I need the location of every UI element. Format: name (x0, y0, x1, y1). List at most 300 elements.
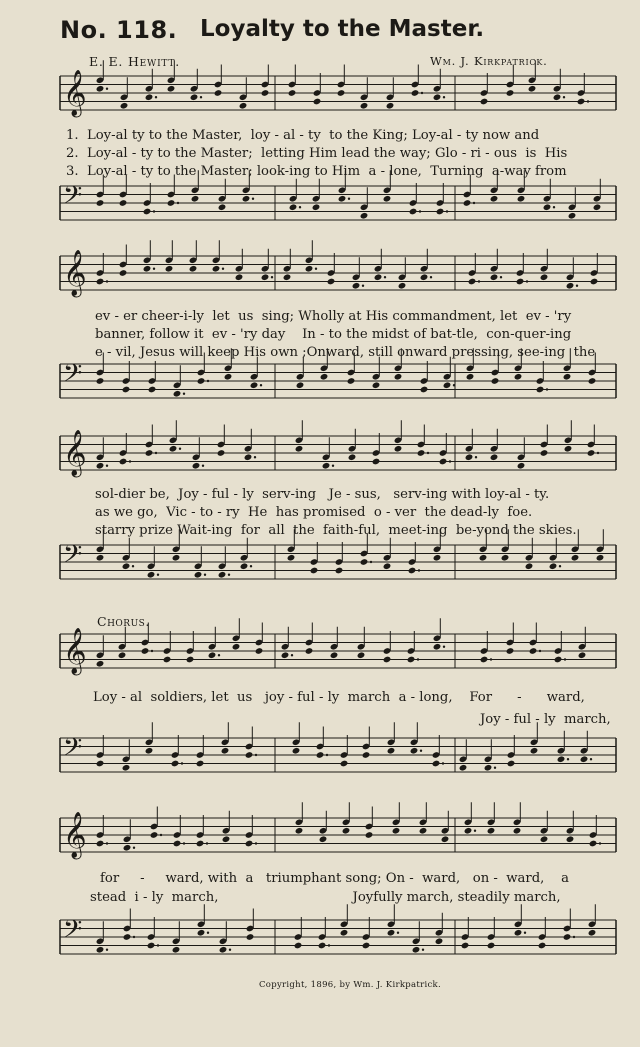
note-head (173, 840, 182, 848)
note-head (335, 567, 344, 575)
note-head (96, 840, 105, 848)
dot (299, 206, 301, 208)
note-head (196, 840, 205, 848)
dot (106, 88, 108, 90)
dot (183, 393, 185, 395)
note-head (320, 373, 329, 381)
dot (384, 276, 386, 278)
note-head (461, 942, 470, 950)
note-head (310, 567, 319, 575)
note-head (147, 571, 156, 579)
note-head (96, 760, 105, 768)
note-head (123, 844, 132, 852)
note-head (357, 651, 366, 659)
note-head (365, 831, 374, 839)
note-head (119, 458, 128, 466)
note-head (189, 265, 198, 273)
note-head (528, 85, 537, 93)
note-head (566, 835, 575, 843)
note-head (540, 449, 549, 457)
note-head (316, 751, 325, 759)
note-head (484, 764, 493, 772)
note-head (318, 942, 327, 950)
dot (255, 754, 257, 756)
note-head (517, 462, 526, 470)
note-head (577, 98, 586, 106)
dot (151, 650, 153, 652)
dot (332, 465, 334, 467)
note-head (222, 835, 231, 843)
note-head (292, 747, 301, 755)
dot (183, 842, 185, 844)
note-head (596, 554, 605, 562)
note-head (240, 562, 249, 570)
dot (449, 460, 451, 462)
dot (418, 569, 420, 571)
note-head (96, 85, 105, 93)
dot (453, 384, 455, 386)
note-head (122, 386, 131, 394)
note-head (568, 212, 577, 220)
note-head (578, 651, 587, 659)
note-head (501, 554, 510, 562)
note-head (593, 203, 602, 211)
dot (421, 92, 423, 94)
note-head (119, 199, 128, 207)
dot (362, 285, 364, 287)
note-head (143, 208, 152, 216)
staff-engraving (60, 240, 616, 298)
note-head (122, 562, 131, 570)
dot (443, 646, 445, 648)
bass-clef-icon: 𝄢 (63, 915, 83, 950)
verse-1-line-3: sol-dier be, Joy - ful - ly serv-ing Je - sus, serv-ing with loy-al - ty. (95, 487, 550, 502)
note-head (327, 278, 336, 286)
dot (106, 280, 108, 282)
note-head (433, 554, 442, 562)
dot (206, 842, 208, 844)
note-head (506, 89, 515, 97)
bass-staff (60, 540, 616, 595)
dot (177, 202, 179, 204)
note-head (587, 449, 596, 457)
note-head (554, 656, 563, 664)
note-head (289, 203, 298, 211)
dot (417, 658, 419, 660)
dot (207, 380, 209, 382)
note-head (145, 93, 154, 101)
note-head (433, 643, 442, 651)
verse-3-line-1: 3. Loy-al - ty to the Master; look-ing to Him a - lone, Turning a-way from (66, 164, 567, 179)
treble-clef-icon: 𝄞 (63, 812, 87, 858)
note-head (465, 453, 474, 461)
note-head (167, 85, 176, 93)
note-head (143, 265, 152, 273)
copyright-notice: Copyright, 1896, by Wm. J. Kirkpatrick. (258, 980, 441, 990)
note-head (219, 946, 228, 954)
dot (157, 944, 159, 946)
dot (153, 268, 155, 270)
note-head (514, 373, 523, 381)
note-head (566, 282, 575, 290)
note-head (145, 747, 154, 755)
note-head (342, 827, 351, 835)
note-head (420, 386, 429, 394)
note-head (362, 751, 371, 759)
note-head (242, 195, 251, 203)
note-head (386, 102, 395, 110)
note-head (169, 445, 178, 453)
note-head (246, 933, 255, 941)
note-head (411, 89, 420, 97)
note-head (412, 946, 421, 954)
dot (397, 932, 399, 934)
note-head (490, 273, 499, 281)
note-head (296, 381, 305, 389)
treble-staff (60, 430, 616, 486)
dot (255, 842, 257, 844)
note-head (420, 273, 429, 281)
dot (490, 658, 492, 660)
note-head (212, 265, 221, 273)
dot (524, 932, 526, 934)
note-head (463, 199, 472, 207)
dot (271, 276, 273, 278)
note-head (330, 651, 339, 659)
dot (218, 654, 220, 656)
verse-2-line-3: as we go, Vic - to - ry He has promised o - ver the dead-ly foe. (95, 505, 533, 520)
note-head (340, 760, 349, 768)
note-head (564, 445, 573, 453)
note-head (305, 647, 314, 655)
note-head (120, 102, 129, 110)
note-head (490, 195, 499, 203)
dot (326, 754, 328, 756)
note-head (239, 102, 248, 110)
dot (559, 565, 561, 567)
note-head (407, 656, 416, 664)
note-head (250, 381, 259, 389)
chorus-label: Chorus. (97, 614, 150, 629)
note-head (288, 89, 297, 97)
note-head (409, 208, 418, 216)
dot (260, 384, 262, 386)
note-head (553, 93, 562, 101)
note-head (538, 942, 547, 950)
note-head (218, 571, 227, 579)
dot (546, 388, 548, 390)
note-head (163, 656, 172, 664)
note-head (186, 656, 195, 664)
dot (155, 96, 157, 98)
note-head (432, 760, 441, 768)
dot (587, 100, 589, 102)
dot (553, 206, 555, 208)
dot (573, 936, 575, 938)
chorus-line-1-alto: Joy - ful - ly march, (480, 712, 611, 727)
dot (254, 456, 256, 458)
dot (153, 210, 155, 212)
note-head (347, 377, 356, 385)
dot (252, 198, 254, 200)
dot (202, 465, 204, 467)
bass-staff (60, 733, 616, 788)
dot (422, 949, 424, 951)
verse-3-line-2: e - vil, Jesus will keep His own ;Onward, still onward pressing, see-ing the (95, 345, 596, 360)
note-head (536, 386, 545, 394)
note-head (441, 835, 450, 843)
bass-clef-icon: 𝄢 (63, 733, 83, 768)
dot (315, 268, 317, 270)
dot (443, 96, 445, 98)
note-head (96, 946, 105, 954)
note-head (360, 558, 369, 566)
note-head (173, 390, 182, 398)
note-head (466, 373, 475, 381)
note-head (167, 199, 176, 207)
treble-staff (60, 250, 616, 306)
note-head (192, 462, 201, 470)
note-head (287, 554, 296, 562)
note-head (374, 273, 383, 281)
note-head (119, 269, 128, 277)
note-head (557, 755, 566, 763)
note-head (506, 647, 515, 655)
dot (133, 847, 135, 849)
note-head (362, 942, 371, 950)
note-head (387, 929, 396, 937)
note-head (96, 278, 105, 286)
note-head (295, 445, 304, 453)
dot (132, 565, 134, 567)
verse-2-line-1: 2. Loy-al - ty to the Master; letting Him lead the way; Glo - ri - ous is His (66, 146, 568, 161)
dot (328, 944, 330, 946)
staff-engraving (60, 420, 616, 478)
note-head (543, 203, 552, 211)
note-head (410, 747, 419, 755)
dot (157, 574, 159, 576)
dot (420, 750, 422, 752)
note-head (468, 278, 477, 286)
note-head (214, 89, 223, 97)
dot (229, 949, 231, 951)
note-head (217, 449, 226, 457)
hymn-title: Loyalty to the Master. (200, 16, 485, 42)
dot (500, 276, 502, 278)
note-head (360, 212, 369, 220)
note-head (235, 273, 244, 281)
note-head (408, 567, 417, 575)
note-head (150, 831, 159, 839)
note-head (141, 647, 150, 655)
dot (106, 842, 108, 844)
note-head (261, 273, 270, 281)
treble-clef-icon: 𝄞 (63, 430, 87, 476)
chorus-line-1: Loy - al soldiers, let us joy - ful - ly march a - long, For - ward, (93, 690, 585, 705)
dot (576, 285, 578, 287)
bass-clef-icon: 𝄢 (63, 181, 83, 216)
note-head (261, 89, 270, 97)
dot (228, 574, 230, 576)
dot (494, 767, 496, 769)
hymn-author: E. E. Hewitt. (89, 54, 180, 69)
note-head (480, 98, 489, 106)
treble-clef-icon: 𝄞 (63, 70, 87, 116)
note-head (96, 660, 105, 668)
note-head (491, 377, 500, 385)
note-head (118, 651, 127, 659)
note-head (525, 562, 534, 570)
treble-staff (60, 70, 616, 126)
dot (250, 565, 252, 567)
note-head (540, 273, 549, 281)
note-head (172, 946, 181, 954)
note-head (563, 933, 572, 941)
note-head (394, 445, 403, 453)
note-head (513, 827, 522, 835)
note-head (96, 199, 105, 207)
note-head (305, 265, 314, 273)
verse-1-line-2: ev - er cheer-i-ly let us sing; Wholly at His commandment, let ev - 'ry (95, 309, 572, 324)
note-head (529, 647, 538, 655)
chorus-line-2: for - ward, with a triumphant song; On - ward, on - ward, a (100, 871, 569, 886)
note-head (398, 282, 407, 290)
note-head (197, 929, 206, 937)
note-head (348, 453, 357, 461)
note-head (433, 93, 442, 101)
dot (526, 280, 528, 282)
note-head (588, 929, 597, 937)
note-head (283, 273, 292, 281)
note-head (436, 208, 445, 216)
note-head (96, 377, 105, 385)
note-head (190, 93, 199, 101)
dot (597, 452, 599, 454)
note-head (312, 203, 321, 211)
note-head (196, 760, 205, 768)
dot (567, 758, 569, 760)
note-head (281, 651, 290, 659)
note-head (563, 373, 572, 381)
note-head (244, 453, 253, 461)
note-head (419, 827, 428, 835)
note-head (383, 195, 392, 203)
dot (181, 762, 183, 764)
treble-clef-icon: 𝄞 (63, 250, 87, 296)
note-head (352, 282, 361, 290)
dot (106, 949, 108, 951)
note-head (507, 760, 516, 768)
note-head (171, 760, 180, 768)
dot (106, 465, 108, 467)
hymn-composer: Wm. J. Kirkpatrick. (430, 54, 548, 68)
verse-1-line-1: 1. Loy-al ty to the Master, loy - al - ty to the King; Loy-al - ty now and (66, 128, 540, 143)
bass-clef-icon: 𝄢 (63, 359, 83, 394)
dot (427, 452, 429, 454)
note-head (172, 554, 181, 562)
note-head (487, 942, 496, 950)
note-head (588, 377, 597, 385)
note-head (319, 835, 328, 843)
note-head (392, 827, 401, 835)
hymn-number: No. 118. (60, 16, 178, 44)
dot (370, 561, 372, 563)
note-head (337, 89, 346, 97)
note-head (487, 827, 496, 835)
note-head (443, 381, 452, 389)
note-head (360, 102, 369, 110)
dot (430, 276, 432, 278)
dot (155, 452, 157, 454)
note-head (571, 554, 580, 562)
bass-staff (60, 181, 616, 236)
note-head (464, 827, 473, 835)
note-head (516, 278, 525, 286)
bass-staff (60, 915, 616, 970)
dot (179, 448, 181, 450)
note-head (340, 929, 349, 937)
note-head (295, 827, 304, 835)
note-head (590, 278, 599, 286)
note-head (540, 835, 549, 843)
dot (133, 936, 135, 938)
note-head (530, 747, 539, 755)
dot (200, 96, 202, 98)
note-head (517, 195, 526, 203)
note-head (322, 462, 331, 470)
dot (348, 198, 350, 200)
note-head (514, 929, 523, 937)
note-head (372, 381, 381, 389)
treble-clef-icon: 𝄞 (63, 628, 87, 674)
note-head (194, 571, 203, 579)
note-head (245, 840, 254, 848)
note-head (439, 458, 448, 466)
note-head (459, 764, 468, 772)
note-head (245, 751, 254, 759)
treble-staff (60, 628, 616, 684)
note-head (148, 386, 157, 394)
note-head (96, 554, 105, 562)
note-head (372, 458, 381, 466)
dot (564, 658, 566, 660)
note-head (145, 449, 154, 457)
note-head (224, 373, 233, 381)
note-head (417, 449, 426, 457)
dot (474, 830, 476, 832)
dot (590, 758, 592, 760)
note-head (147, 942, 156, 950)
note-head (313, 98, 322, 106)
dot (473, 202, 475, 204)
note-head (394, 373, 403, 381)
dot (563, 96, 565, 98)
note-head (479, 554, 488, 562)
note-head (383, 656, 392, 664)
dot (291, 654, 293, 656)
verse-2-line-2: banner, follow it ev - 'ry day In - to the midst of bat-tle, con-quer-ing (95, 327, 572, 342)
note-head (294, 942, 303, 950)
staff-engraving (60, 802, 616, 860)
note-head (435, 937, 444, 945)
dot (129, 460, 131, 462)
dot (442, 762, 444, 764)
dot (539, 650, 541, 652)
note-head (123, 933, 132, 941)
chorus-line-2-alto: stead i - ly march, Joyfully march, steadily march, (90, 890, 561, 905)
note-head (221, 747, 230, 755)
note-head (232, 643, 241, 651)
